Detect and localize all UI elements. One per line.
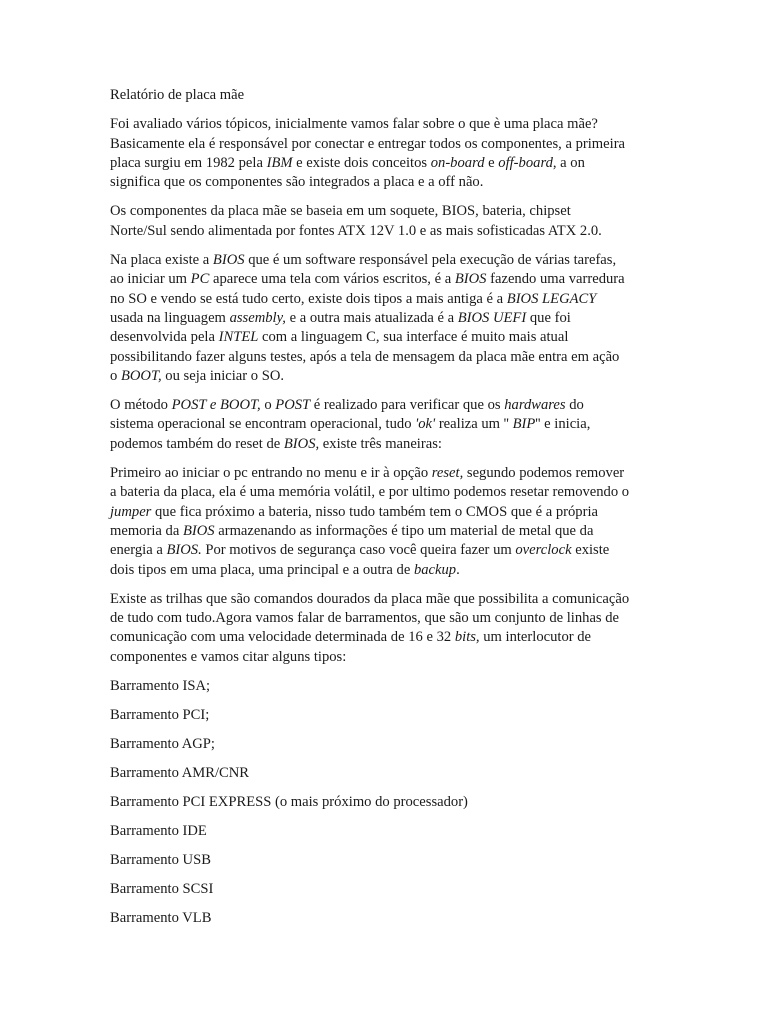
text-span: e existe dois conceitos xyxy=(292,154,431,171)
text-span: overclock xyxy=(515,542,572,559)
text-span: assembly, xyxy=(229,309,286,326)
text-span: BIOS xyxy=(454,271,487,288)
text-span: BOOT, xyxy=(120,367,162,384)
text-span: o xyxy=(260,397,276,414)
text-span: aparece uma tela com vários escritos, é a xyxy=(209,271,455,288)
document-page xyxy=(110,86,630,938)
text-span: bits, xyxy=(454,629,480,646)
text-span: que foi desenvolvida pela xyxy=(110,309,571,346)
text-span: BIOS xyxy=(212,252,245,269)
text-span: Foi avaliado vários tópicos, inicialmente vamos falar sobre o que è uma placa mãe? Basicamente ela é responsável por conectar e entregar todos os componentes, a primeira placa surgiu em 1982 pela xyxy=(110,116,626,171)
paragraph-reset xyxy=(110,464,630,580)
text-span: BIOS LEGACY xyxy=(506,290,597,307)
text-span: POST xyxy=(275,397,311,414)
text-span: que é um software responsável pela execução de várias tarefas, ao iniciar um xyxy=(110,252,617,288)
text-span: BIOS xyxy=(182,522,215,539)
text-span: INTEL xyxy=(218,329,259,346)
paragraph-barramentos xyxy=(110,590,630,667)
text-span: backup xyxy=(413,561,457,578)
barramento-list xyxy=(110,677,630,928)
text-span: segundo podemos remover a bateria da placa, ela é uma memória volátil, e por ultimo podemos resetar removendo o xyxy=(110,465,630,501)
text-span: Primeiro ao iniciar o pc entrando no menu e ir à opção xyxy=(110,465,432,482)
text-span: um interlocutor de componentes e vamos citar alguns tipos: xyxy=(110,629,592,665)
text-span: reset, xyxy=(431,465,464,482)
text-span: que fica próximo a bateria, nisso tudo também tem o CMOS que é a própria memoria da xyxy=(110,503,598,539)
text-span: realiza um '' xyxy=(435,416,513,433)
text-span: BIOS, xyxy=(283,435,320,452)
paragraph-post-boot xyxy=(110,396,630,454)
text-span: Os componentes da placa mãe se baseia em um soquete, BIOS, bateria, chipset Norte/Sul sendo alimentada por fontes ATX 12V 1.0 e as mais sofisticadas ATX 2.0. xyxy=(110,203,602,239)
list-item: Barramento USB xyxy=(110,851,211,868)
text-span: . xyxy=(456,561,460,578)
text-span: , a on significa que os componentes são integrados a placa e a off não. xyxy=(110,154,585,191)
text-span: BIOS. xyxy=(166,542,202,559)
paragraph-intro xyxy=(110,115,630,192)
list-item: Barramento SCSI xyxy=(110,880,214,897)
document-title: Relatório de placa mãe xyxy=(110,87,245,103)
text-span: e xyxy=(484,154,499,171)
text-span: ou seja iniciar o SO. xyxy=(161,367,285,384)
paragraph-bios xyxy=(110,251,630,386)
text-span: PC xyxy=(190,271,210,288)
text-span: com a linguagem C, sua interface é muito mais atual possibilitando fazer alguns testes, após a tela de mensagem da placa mãe entra em ação o xyxy=(110,329,620,384)
text-span: off-board xyxy=(498,154,553,171)
text-span: Por motivos de segurança caso você queira fazer um xyxy=(201,542,516,559)
list-item: Barramento VLB xyxy=(110,909,212,926)
text-span: usada na linguagem xyxy=(110,309,230,326)
text-span: POST e BOOT, xyxy=(171,397,261,414)
text-span: é realizado para verificar que os xyxy=(310,397,505,414)
text-span: fazendo uma varredura no SO e vendo se está tudo certo, existe dois tipos a mais antiga é a xyxy=(110,271,625,307)
text-span: '' e inicia, podemos também do reset de xyxy=(110,416,591,452)
text-span: do sistema operacional se encontram operacional, tudo xyxy=(110,397,584,433)
text-span: Na placa existe a xyxy=(110,252,213,269)
paragraph-components xyxy=(110,202,630,241)
text-span: jumper xyxy=(110,503,152,520)
list-item: Barramento PCI EXPRESS (o mais próximo do processador) xyxy=(110,793,468,810)
text-span: on-board xyxy=(430,154,485,171)
text-span: BIOS UEFI xyxy=(457,309,527,326)
list-item: Barramento AGP; xyxy=(110,735,215,752)
text-span: IBM xyxy=(266,154,293,171)
text-span: existe três maneiras: xyxy=(319,435,442,452)
list-item: Barramento PCI; xyxy=(110,707,210,723)
text-span: BIP xyxy=(512,416,536,433)
text-span: existe dois tipos em uma placa, uma principal e a outra de xyxy=(110,542,610,578)
text-span: armazenando as informações é tipo um material de metal que da energia a xyxy=(110,522,594,559)
text-span: O método xyxy=(110,397,172,414)
list-item: Barramento ISA; xyxy=(110,678,211,695)
list-item: Barramento IDE xyxy=(110,822,207,839)
list-item: Barramento AMR/CNR xyxy=(110,764,250,781)
text-span: e a outra mais atualizada é a xyxy=(285,309,458,326)
text-span: Existe as trilhas que são comandos dourados da placa mãe que possibilita a comunicação de tudo com tudo.Agora vamos falar de barramentos, que são um conjunto de linhas de comunicação com uma velocidade determinada de 16 e 32 xyxy=(110,590,630,646)
text-span: hardwares xyxy=(504,397,566,414)
text-span: 'ok' xyxy=(415,416,436,433)
